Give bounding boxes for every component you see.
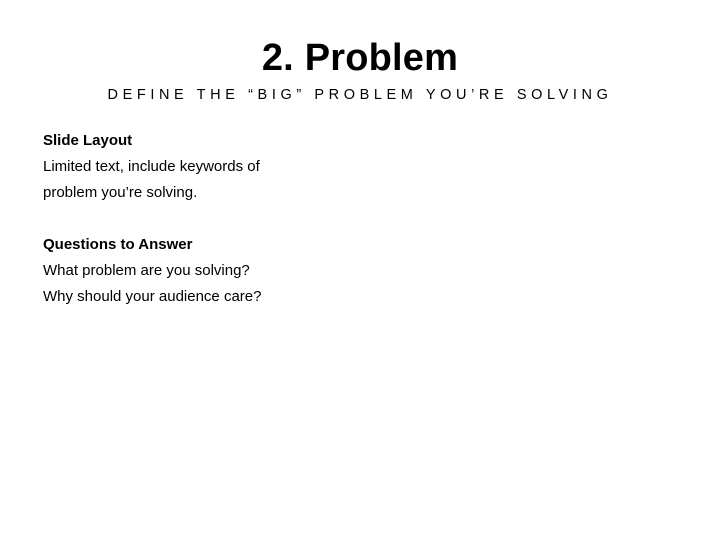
slide-subtitle: DEFINE THE “BIG” PROBLEM YOU’RE SOLVING <box>107 87 613 103</box>
question-line: What problem are you solving? <box>43 262 250 279</box>
section-text-line: problem you’re solving. <box>43 184 198 201</box>
section-heading: Slide Layout <box>43 132 133 149</box>
slide-title: 2. Problem <box>261 37 459 79</box>
slide-body <box>43 128 663 310</box>
slide-layout-section <box>43 128 663 206</box>
question-line: Why should your audience care? <box>43 288 262 305</box>
questions-section <box>43 232 663 310</box>
section-text-line: Limited text, include keywords of <box>43 158 260 175</box>
section-heading: Questions to Answer <box>43 236 193 253</box>
